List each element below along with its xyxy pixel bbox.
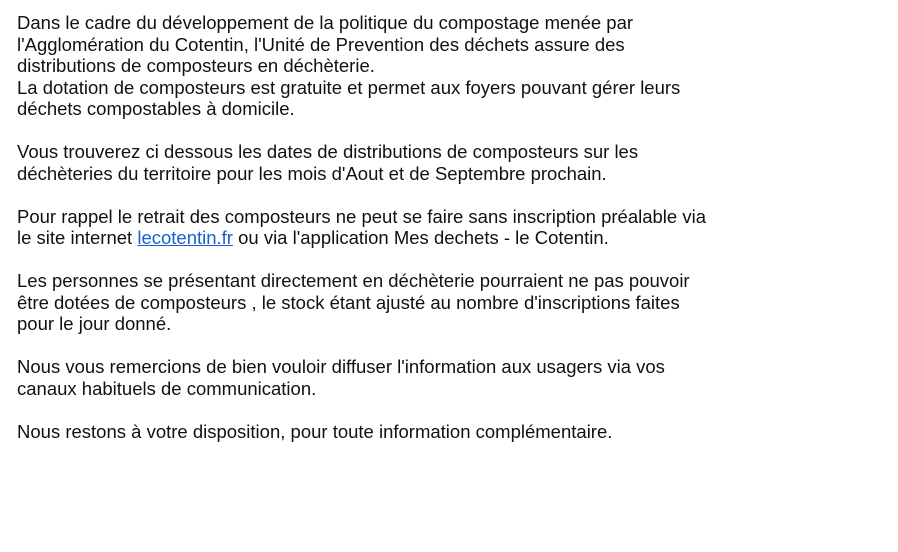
text-line: La dotation de composteurs est gratuite et permet aux foyers pouvant gérer leurs [17,76,681,98]
dates-paragraph [17,141,887,184]
text-line: Nous vous remercions de bien vouloir diffuser l'information aux usagers via vos [17,356,665,377]
text-line: Les personnes se présentant directement en déchèterie pourraient ne pas pouvoir [17,270,690,291]
text-line: distributions de composteurs en déchèterie. [17,55,375,76]
text-line: Dans le cadre du développement de la politique du compostage menée par [17,12,634,33]
closing-paragraph [17,421,887,443]
text-line: déchèteries du territoire pour les mois d'Aout et de Septembre prochain. [17,162,607,184]
text-line: déchets compostables à domicile. [17,98,295,119]
text-line [17,227,887,249]
text-line: être dotées de composteurs , le stock étant ajusté au nombre d'inscriptions faites [17,291,680,313]
text-line: Vous trouverez ci dessous les dates de distributions de composteurs sur les [17,141,639,162]
text-line: l'Agglomération du Cotentin, l'Unité de Prevention des déchets assure des [17,33,625,55]
thanks-paragraph [17,356,887,399]
stock-paragraph [17,270,887,335]
registration-paragraph [17,206,887,249]
text-line: canaux habituels de communication. [17,377,317,399]
text-line: Pour rappel le retrait des composteurs ne peut se faire sans inscription préalable via [17,205,706,227]
text-fragment: ou via l'application Mes dechets - le Cotentin. [232,227,609,248]
text-fragment: le site internet [17,227,138,248]
text-line: pour le jour donné. [17,313,172,334]
text-line: Nous restons à votre disposition, pour toute information complémentaire. [17,420,613,442]
email-body [17,12,887,464]
intro-paragraph [17,12,887,120]
lecotentin-link[interactable]: lecotentin.fr [137,227,233,248]
